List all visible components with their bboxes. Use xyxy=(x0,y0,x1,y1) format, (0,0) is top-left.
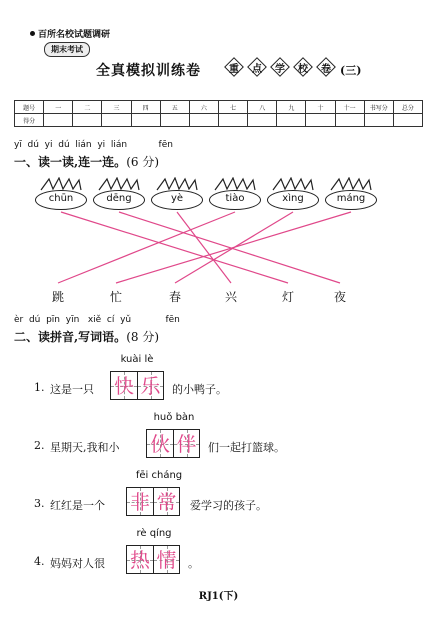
answer-char: 伙 xyxy=(150,432,170,456)
answer-char: 情 xyxy=(156,548,177,572)
diamond-char: 校 xyxy=(293,57,313,77)
score-cell: 三 xyxy=(102,101,131,114)
score-cell: 得分 xyxy=(15,114,44,127)
grass-icon xyxy=(151,177,203,191)
pinyin-text: dēng xyxy=(106,193,132,204)
score-cell: 书写分 xyxy=(364,101,393,114)
question-after: 的小鸭子。 xyxy=(172,383,227,396)
section1-title: 一、读一读,连一连。 xyxy=(14,155,127,169)
hanzi-item[interactable]: 跳 xyxy=(52,290,65,304)
pinyin-card[interactable] xyxy=(209,186,261,210)
pinyin-text: yè xyxy=(170,193,184,204)
grass-icon xyxy=(209,177,261,191)
score-cell: 十 xyxy=(306,101,335,114)
hanzi-item[interactable]: 春 xyxy=(169,290,182,304)
section1-pinyin: yī dú yi dú lián yi lián fēn xyxy=(14,140,173,150)
pinyin-text: tiào xyxy=(225,193,245,204)
hanzi-item[interactable]: 忙 xyxy=(110,290,123,304)
diamond-char: 学 xyxy=(270,57,290,77)
question-pinyin: fēi cháng xyxy=(135,470,183,481)
section2-pinyin: èr dú pīn yīn xiě cí yǔ fēn xyxy=(14,315,180,325)
pinyin-card[interactable] xyxy=(93,186,145,210)
score-cell: 七 xyxy=(218,101,247,114)
section2-heading xyxy=(14,328,159,345)
exam-badge: 期末考试 xyxy=(44,42,90,57)
diamond-char: 重 xyxy=(224,57,244,77)
pinyin-text: máng xyxy=(336,193,366,204)
score-cell: 十一 xyxy=(335,101,364,114)
top-line-text: 百所名校试题调研 xyxy=(38,30,111,40)
pinyin-card[interactable] xyxy=(151,186,203,210)
pinyin-text: xìng xyxy=(282,193,304,204)
score-cell: 四 xyxy=(131,101,160,114)
question-pinyin: huǒ bàn xyxy=(153,412,195,423)
page-footer: RJ1(下) xyxy=(198,591,239,602)
score-cell: 二 xyxy=(73,101,102,114)
grass-icon xyxy=(267,177,319,191)
volume-number: (三) xyxy=(340,64,362,77)
answer-char: 常 xyxy=(156,490,177,514)
answer-grid[interactable] xyxy=(110,371,164,400)
question-number: 2. xyxy=(34,439,45,452)
page-title: 全真模拟训练卷 xyxy=(96,63,201,79)
score-cell: 总分 xyxy=(393,101,422,114)
question-number: 3. xyxy=(34,497,45,510)
question-number: 1. xyxy=(34,381,45,394)
question-after: 们一起打篮球。 xyxy=(208,441,285,454)
question-after: 爱学习的孩子。 xyxy=(190,499,267,512)
link-ye-ye xyxy=(177,212,231,283)
answer-char: 非 xyxy=(130,490,150,514)
hanzi-item[interactable]: 夜 xyxy=(334,290,347,304)
question-before: 星期天,我和小 xyxy=(50,441,120,454)
pinyin-card[interactable] xyxy=(35,186,87,210)
score-cell: 题号 xyxy=(15,101,44,114)
question-pinyin: rè qíng xyxy=(136,528,172,539)
answer-char: 乐 xyxy=(140,374,161,398)
link-tiao-tiao xyxy=(58,212,235,283)
diamond-char: 卷 xyxy=(316,57,336,77)
answer-char: 快 xyxy=(114,374,134,398)
section2-title: 二、读拼音,写词语。 xyxy=(14,330,127,344)
question-number: 4. xyxy=(34,555,45,568)
pinyin-card[interactable] xyxy=(325,186,377,210)
section2-points: (8 分) xyxy=(126,330,160,344)
answer-char: 伴 xyxy=(176,432,197,456)
score-cell: 五 xyxy=(160,101,189,114)
question-before: 这是一只 xyxy=(50,383,94,396)
grass-icon xyxy=(325,177,377,191)
answer-grid[interactable] xyxy=(126,487,180,516)
pinyin-text: chūn xyxy=(48,193,74,204)
answer-grid[interactable] xyxy=(126,545,180,574)
score-cell: 九 xyxy=(277,101,306,114)
answer-char: 热 xyxy=(130,548,150,572)
hanzi-item[interactable]: 灯 xyxy=(282,290,295,304)
section1-points: (6 分) xyxy=(126,155,160,169)
grass-icon xyxy=(35,177,87,191)
answer-grid[interactable] xyxy=(146,429,200,458)
link-chun-chun xyxy=(61,212,288,283)
score-cell: 一 xyxy=(44,101,73,114)
hanzi-item[interactable]: 兴 xyxy=(225,290,238,304)
score-cell: 八 xyxy=(248,101,277,114)
grass-icon xyxy=(93,177,145,191)
diamond-char: 点 xyxy=(247,57,267,77)
pinyin-card[interactable] xyxy=(267,186,319,210)
question-before: 妈妈对人很 xyxy=(50,557,105,570)
question-before: 红红是一个 xyxy=(50,499,105,512)
question-after: 。 xyxy=(188,557,199,570)
question-pinyin: kuài lè xyxy=(120,354,154,365)
score-cell: 六 xyxy=(189,101,218,114)
